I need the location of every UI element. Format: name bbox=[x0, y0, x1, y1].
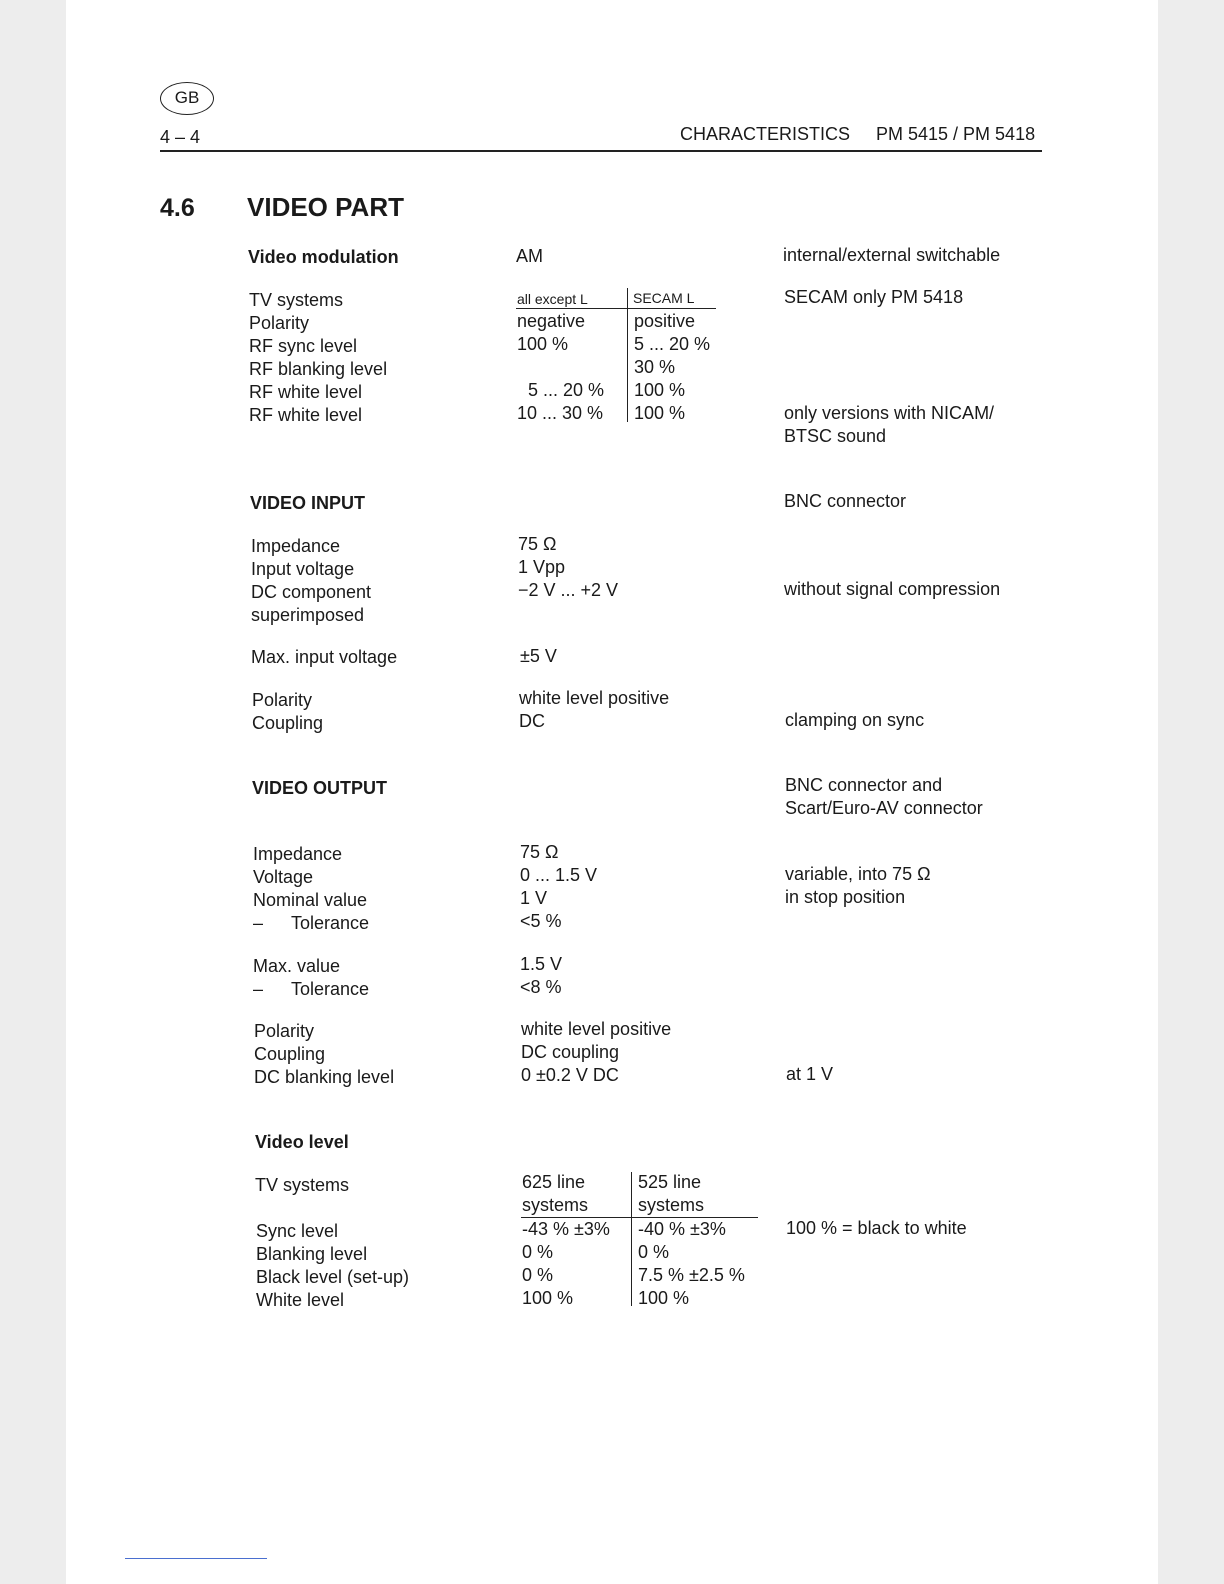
value-blanking-secam: 30 % bbox=[634, 357, 676, 377]
col1-header-line2: systems bbox=[522, 1195, 589, 1215]
label-output-voltage: Voltage bbox=[253, 867, 314, 887]
video-level-col1-values bbox=[522, 1218, 610, 1310]
page-number: 4 – 4 bbox=[160, 127, 201, 147]
video-output-voltage-note bbox=[785, 863, 931, 909]
col-header-secam-l: SECAM L bbox=[633, 290, 695, 306]
bottom-link-underline bbox=[125, 1558, 267, 1559]
value-output-polarity: white level positive bbox=[521, 1019, 672, 1039]
label-nominal-tolerance: Tolerance bbox=[291, 913, 370, 933]
video-input-note: BNC connector bbox=[784, 491, 907, 511]
value-white-nicam-all: 10 ... 30 % bbox=[517, 403, 604, 423]
value-white-525: 100 % bbox=[638, 1288, 690, 1308]
video-output-pol-labels bbox=[254, 1020, 394, 1089]
dash: – bbox=[253, 979, 264, 999]
value-dc-blanking-level: 0 ±0.2 V DC bbox=[521, 1065, 619, 1085]
label-polarity: Polarity bbox=[249, 313, 310, 333]
label-rf-blanking-level: RF blanking level bbox=[249, 359, 388, 379]
value-polarity-all: negative bbox=[517, 311, 586, 331]
video-input-polarity-labels bbox=[252, 689, 323, 735]
value-impedance: 75 Ω bbox=[518, 534, 557, 554]
label-dc-blanking-level: DC blanking level bbox=[254, 1067, 395, 1087]
value-max-value: 1.5 V bbox=[520, 954, 563, 974]
video-input-values bbox=[518, 533, 618, 602]
section-title: VIDEO PART bbox=[247, 192, 404, 222]
label-max-tolerance-row bbox=[253, 978, 369, 1001]
video-output-pol-values bbox=[521, 1018, 671, 1087]
col-header-all-except-l: all except L bbox=[517, 291, 588, 307]
value-blanking-all bbox=[517, 356, 604, 379]
value-sync-all: 100 % bbox=[517, 334, 569, 354]
value-black-525: 7.5 % ±2.5 % bbox=[638, 1265, 745, 1285]
value-white-625: 100 % bbox=[522, 1288, 574, 1308]
note-variable: variable, into 75 Ω bbox=[785, 864, 931, 884]
label-rf-white-level: RF white level bbox=[249, 382, 363, 402]
document-page bbox=[66, 0, 1158, 1584]
label-superimposed: superimposed bbox=[251, 605, 365, 625]
label-max-tolerance: Tolerance bbox=[291, 979, 370, 999]
modulation-table-divider bbox=[627, 288, 628, 422]
label-sync-level: Sync level bbox=[256, 1221, 339, 1241]
language-badge: GB bbox=[160, 82, 214, 115]
label-output-coupling: Coupling bbox=[254, 1044, 326, 1064]
label-input-polarity: Polarity bbox=[252, 690, 313, 710]
label-tv-systems: TV systems bbox=[249, 290, 344, 310]
label-nominal-tolerance-row bbox=[253, 912, 369, 935]
note-secam-only: SECAM only PM 5418 bbox=[784, 287, 964, 307]
video-output-heading: VIDEO OUTPUT bbox=[252, 778, 388, 798]
label-max-value: Max. value bbox=[253, 956, 341, 976]
modulation-col2-values bbox=[634, 310, 710, 425]
video-level-col2-header bbox=[638, 1171, 704, 1217]
value-sync-secam: 5 ... 20 % bbox=[634, 334, 711, 354]
label-rf-white-level-nicam: RF white level bbox=[249, 405, 363, 425]
label-dc-component: DC component bbox=[251, 582, 372, 602]
modulation-col1-values bbox=[517, 310, 604, 425]
modulation-labels bbox=[249, 289, 387, 427]
video-modulation-value: AM bbox=[516, 246, 543, 266]
value-max-input-voltage: ±5 V bbox=[520, 646, 557, 666]
video-modulation-note: internal/external switchable bbox=[783, 245, 1001, 265]
video-modulation-heading: Video modulation bbox=[248, 247, 399, 267]
note-nicam bbox=[784, 402, 994, 448]
label-video-level-tv-systems: TV systems bbox=[255, 1175, 350, 1195]
value-black-625: 0 % bbox=[522, 1265, 554, 1285]
value-white-secam: 100 % bbox=[634, 380, 686, 400]
note-black-to-white: 100 % = black to white bbox=[786, 1218, 967, 1238]
label-output-polarity: Polarity bbox=[254, 1021, 315, 1041]
video-output-values bbox=[520, 841, 597, 933]
modulation-table-rule bbox=[516, 308, 716, 309]
video-output-max-labels bbox=[253, 955, 369, 1001]
video-output-note bbox=[785, 774, 983, 820]
video-output-note-line1: BNC connector and bbox=[785, 775, 943, 795]
video-input-labels bbox=[251, 535, 371, 627]
value-sync-625: -43 % ±3% bbox=[522, 1219, 610, 1239]
chapter-title: CHARACTERISTICS bbox=[680, 124, 851, 144]
label-input-voltage: Input voltage bbox=[251, 559, 355, 579]
video-output-max-values bbox=[520, 953, 562, 999]
value-nominal-value: 1 V bbox=[520, 888, 548, 908]
value-blanking-525: 0 % bbox=[638, 1242, 670, 1262]
model-numbers: PM 5415 / PM 5418 bbox=[876, 124, 1036, 144]
header-rule bbox=[160, 150, 1042, 152]
note-without-compression: without signal compression bbox=[784, 579, 1001, 599]
label-white-level: White level bbox=[256, 1290, 345, 1310]
section-number: 4.6 bbox=[160, 194, 195, 222]
value-input-polarity: white level positive bbox=[519, 688, 670, 708]
video-level-heading: Video level bbox=[255, 1132, 349, 1152]
video-level-col1-header bbox=[522, 1171, 588, 1217]
video-input-polarity-values bbox=[519, 687, 669, 733]
label-impedance: Impedance bbox=[251, 536, 341, 556]
label-max-input-voltage: Max. input voltage bbox=[251, 647, 398, 667]
video-output-labels bbox=[253, 843, 369, 935]
video-level-table-divider bbox=[631, 1172, 632, 1306]
col2-header-line2: systems bbox=[638, 1195, 705, 1215]
note-at-1v: at 1 V bbox=[786, 1064, 834, 1084]
value-dc-component: −2 V ... +2 V bbox=[518, 580, 619, 600]
col2-header-line1: 525 line bbox=[638, 1172, 702, 1192]
value-output-coupling: DC coupling bbox=[521, 1042, 620, 1062]
video-input-heading: VIDEO INPUT bbox=[250, 493, 366, 513]
label-black-level: Black level (set-up) bbox=[256, 1267, 410, 1287]
value-input-voltage: 1 Vpp bbox=[518, 557, 566, 577]
value-white-all: 5 ... 20 % bbox=[528, 380, 605, 400]
value-white-nicam-secam: 100 % bbox=[634, 403, 686, 423]
value-output-impedance: 75 Ω bbox=[520, 842, 559, 862]
note-stop-position: in stop position bbox=[785, 887, 906, 907]
note-nicam-line2: BTSC sound bbox=[784, 426, 887, 446]
label-input-coupling: Coupling bbox=[252, 713, 324, 733]
value-blanking-625: 0 % bbox=[522, 1242, 554, 1262]
value-input-coupling: DC bbox=[519, 711, 545, 731]
note-clamping: clamping on sync bbox=[785, 710, 925, 730]
value-polarity-secam: positive bbox=[634, 311, 696, 331]
value-sync-525: -40 % ±3% bbox=[638, 1219, 726, 1239]
video-level-labels bbox=[256, 1220, 409, 1312]
col1-header-line1: 625 line bbox=[522, 1172, 586, 1192]
label-rf-sync-level: RF sync level bbox=[249, 336, 358, 356]
video-output-note-line2: Scart/Euro-AV connector bbox=[785, 798, 983, 818]
video-level-col2-values bbox=[638, 1218, 745, 1310]
value-max-tolerance: <8 % bbox=[520, 977, 562, 997]
dash: – bbox=[253, 913, 264, 933]
value-output-voltage: 0 ... 1.5 V bbox=[520, 865, 598, 885]
value-nominal-tolerance: <5 % bbox=[520, 911, 562, 931]
note-nicam-line1: only versions with NICAM/ bbox=[784, 403, 995, 423]
label-blanking-level: Blanking level bbox=[256, 1244, 368, 1264]
label-output-impedance: Impedance bbox=[253, 844, 343, 864]
label-nominal-value: Nominal value bbox=[253, 890, 368, 910]
